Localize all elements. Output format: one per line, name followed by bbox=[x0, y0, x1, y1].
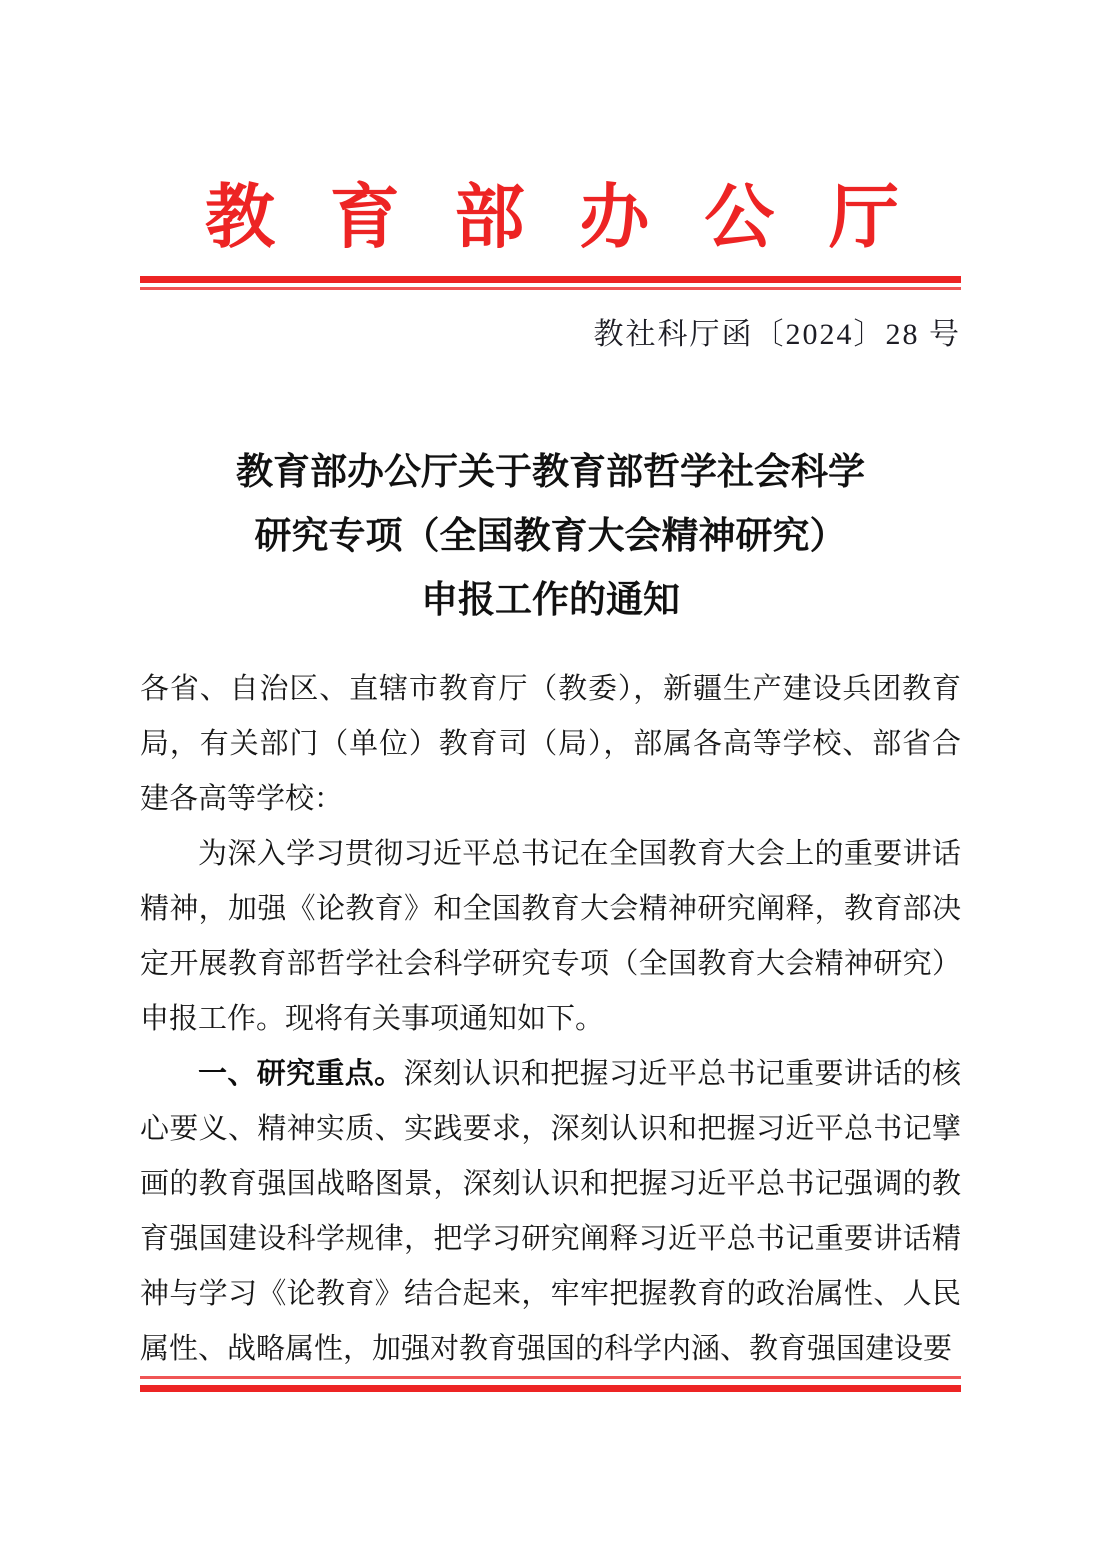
letterhead-title bbox=[205, 180, 899, 257]
letterhead-title-char: 教 bbox=[205, 180, 275, 257]
document-title-line: 研究专项（全国教育大会精神研究） bbox=[254, 516, 847, 557]
body-paragraph bbox=[140, 1047, 961, 1377]
letterhead-divider-thick bbox=[140, 276, 961, 283]
letterhead-title-char: 厅 bbox=[828, 180, 899, 257]
letterhead-divider-thin bbox=[140, 287, 961, 290]
body-paragraph bbox=[140, 662, 961, 827]
document-title bbox=[140, 441, 961, 633]
letterhead-title-char: 育 bbox=[329, 180, 400, 257]
paragraph-text: 深刻认识和把握习近平总书记重要讲话的核心要义、精神实质、实践要求，深刻认识和把握习近平总书记擘画的教育强国战略图景，深刻认识和把握习近平总书记强调的教育强国建设科学规律，把学习研究阐释习近平总书记重要讲话精神与学习《论教育》结合起来，牢牢把握教育的政治属性、人民属性、战略属性，加强对教育强国的科学内涵、教育强国建设要 bbox=[140, 1058, 961, 1365]
letterhead-title-char: 办 bbox=[579, 180, 650, 257]
letterhead-title-char: 公 bbox=[704, 180, 775, 257]
document-title-line: 申报工作的通知 bbox=[421, 580, 680, 621]
document-body bbox=[140, 662, 961, 1377]
paragraph-text: 为深入学习贯彻习近平总书记在全国教育大会上的重要讲话精神，加强《论教育》和全国教育大会精神研究阐释，教育部决定开展教育部哲学社会科学研究专项（全国教育大会精神研究）申报工作。现将有关事项通知如下。 bbox=[140, 838, 961, 1035]
footer-divider-thick bbox=[140, 1385, 961, 1392]
document-number: 教社科厅函〔2024〕28 号 bbox=[593, 318, 961, 351]
paragraph-text: 各省、自治区、直辖市教育厅（教委），新疆生产建设兵团教育局，有关部门（单位）教育司（局），部属各高等学校、部省合建各高等学校： bbox=[140, 673, 961, 815]
letterhead-title-char: 部 bbox=[454, 180, 525, 257]
body-paragraph bbox=[140, 827, 961, 1047]
document-title-line: 教育部办公厅关于教育部哲学社会科学 bbox=[236, 452, 865, 493]
footer-divider-thin bbox=[140, 1376, 961, 1379]
paragraph-heading-text: 一、研究重点。 bbox=[198, 1058, 404, 1090]
